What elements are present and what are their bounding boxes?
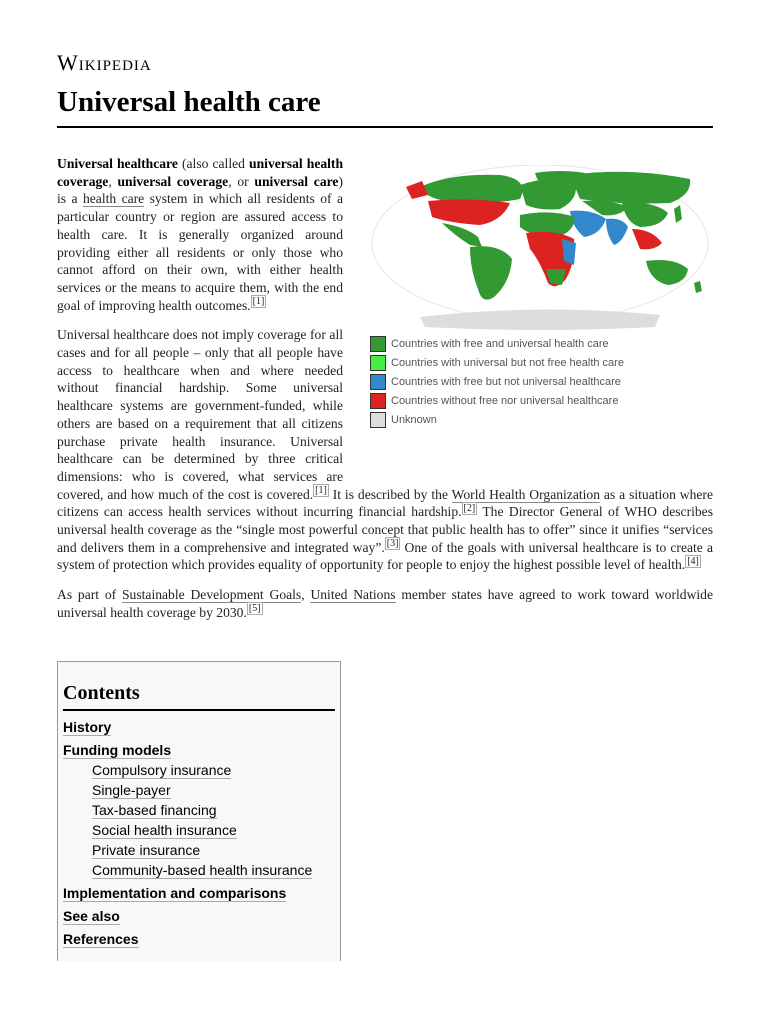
text-span: as a situation where citizens can access health services without incurring financial hardship. — [57, 486, 713, 520]
text-span: , — [108, 173, 118, 189]
toc-item-label: Community-based health insurance — [92, 862, 313, 878]
citation-ref[interactable] — [313, 484, 329, 497]
toc-item-label: References — [63, 931, 139, 947]
toc-item-label: Single-payer — [92, 782, 171, 798]
toc-item-label: Tax-based financing — [92, 802, 217, 818]
citation-ref[interactable] — [685, 555, 701, 568]
toc-item-implementation-and-comparisons[interactable] — [63, 883, 335, 903]
toc-item-label: Private insurance — [92, 842, 201, 858]
legend-label: Countries without free nor universal healthcare — [391, 394, 619, 407]
wordmark-text: Wikipedia — [57, 50, 152, 75]
citation-ref[interactable] — [247, 602, 263, 615]
text-span: , or — [228, 173, 255, 189]
link-world-health-organization[interactable]: World Health Organization — [451, 486, 601, 502]
article-body — [57, 155, 713, 634]
text-span: , — [301, 587, 311, 603]
table-of-contents — [57, 661, 341, 961]
page-title: Universal health care — [57, 86, 321, 118]
text-span: As part of — [57, 587, 122, 603]
text-span: system in which all residents of a particular country or region are assured access to health care. It is generally organized around providing either all residents or only those who cannot afford on their own, with either health services or the means to acquire them, with the end goal of improving health outcomes. — [57, 191, 343, 313]
text-span: member states have agreed to work toward worldwide universal health coverage by 2030. — [57, 587, 713, 620]
toc-item-community-based-health-insurance[interactable] — [63, 860, 335, 880]
legend-label: Countries with free but not universal healthcare — [391, 375, 621, 388]
bold-term: universal coverage — [117, 173, 229, 189]
text-span: ) is a — [57, 173, 343, 207]
link-health-care[interactable]: health care — [82, 191, 145, 207]
toc-item-funding-models[interactable] — [63, 740, 335, 760]
legend-label: Countries with universal but not free health care — [391, 356, 624, 369]
toc-item-label: Social health insurance — [92, 822, 237, 838]
citation-link[interactable]: [1] — [252, 296, 265, 308]
toc-item-label: See also — [63, 908, 120, 924]
citation-link[interactable]: [2] — [463, 502, 476, 514]
toc-item-social-health-insurance[interactable] — [63, 820, 335, 840]
paragraph-3 — [57, 586, 713, 621]
title-divider — [57, 126, 713, 128]
toc-item-label: Compulsory insurance — [92, 762, 232, 778]
citation-link[interactable]: [3] — [386, 538, 399, 550]
figure-spacer — [343, 155, 713, 473]
bold-term: Universal healthcare — [57, 156, 178, 171]
text-span: Universal healthcare does not imply coverage for all cases and for all people – only that all people have access to healthcare when and where needed without financial hardship. Some universal healthcare systems are government-funded, while others are based on a requirement that all citizens purchase private health insurance. Universal healthcare can be determined by three critical dimensions: who is covered, what services are covered, and how much of the cost is covered. — [57, 327, 343, 502]
citation-ref[interactable] — [385, 537, 401, 550]
toc-title: Contents — [63, 682, 335, 711]
toc-item-private-insurance[interactable] — [63, 840, 335, 860]
citation-ref[interactable] — [462, 502, 478, 515]
text-span: The Director General of WHO describes universal health coverage as the “single most powerful concept that public health has to offer” since it unifies “services and delivers them in a comprehensive and integrated way”. — [57, 504, 713, 555]
citation-link[interactable]: [4] — [687, 555, 699, 567]
toc-item-references[interactable] — [63, 929, 335, 949]
toc-item-compulsory-insurance[interactable] — [63, 760, 335, 780]
toc-item-tax-based-financing[interactable] — [63, 800, 335, 820]
legend-label: Countries with free and universal health care — [391, 337, 609, 350]
citation-link[interactable]: [5] — [248, 603, 261, 615]
toc-item-history[interactable] — [63, 717, 335, 737]
text-span: (also called — [177, 156, 250, 171]
toc-item-see-also[interactable] — [63, 906, 335, 926]
bold-term: universal health coverage — [57, 156, 344, 189]
link-united-nations[interactable]: United Nations — [310, 587, 396, 603]
toc-item-single-payer[interactable] — [63, 780, 335, 800]
citation-link[interactable]: [1] — [315, 485, 327, 497]
toc-item-label: Implementation and comparisons — [63, 885, 287, 901]
bold-term: universal care — [254, 173, 339, 189]
legend-label: Unknown — [391, 413, 437, 426]
toc-item-label: Funding models — [63, 742, 172, 758]
citation-ref[interactable] — [251, 295, 267, 308]
text-span: It is described by the — [328, 486, 452, 502]
wikipedia-wordmark[interactable] — [57, 50, 152, 76]
text-span: One of the goals with universal healthcare is to create a system of protection which provides equality of opportunity for people to enjoy the highest possible level of health. — [57, 539, 713, 573]
link-sustainable-development-goals[interactable]: Sustainable Development Goals — [121, 587, 302, 603]
toc-item-label: History — [63, 719, 112, 735]
